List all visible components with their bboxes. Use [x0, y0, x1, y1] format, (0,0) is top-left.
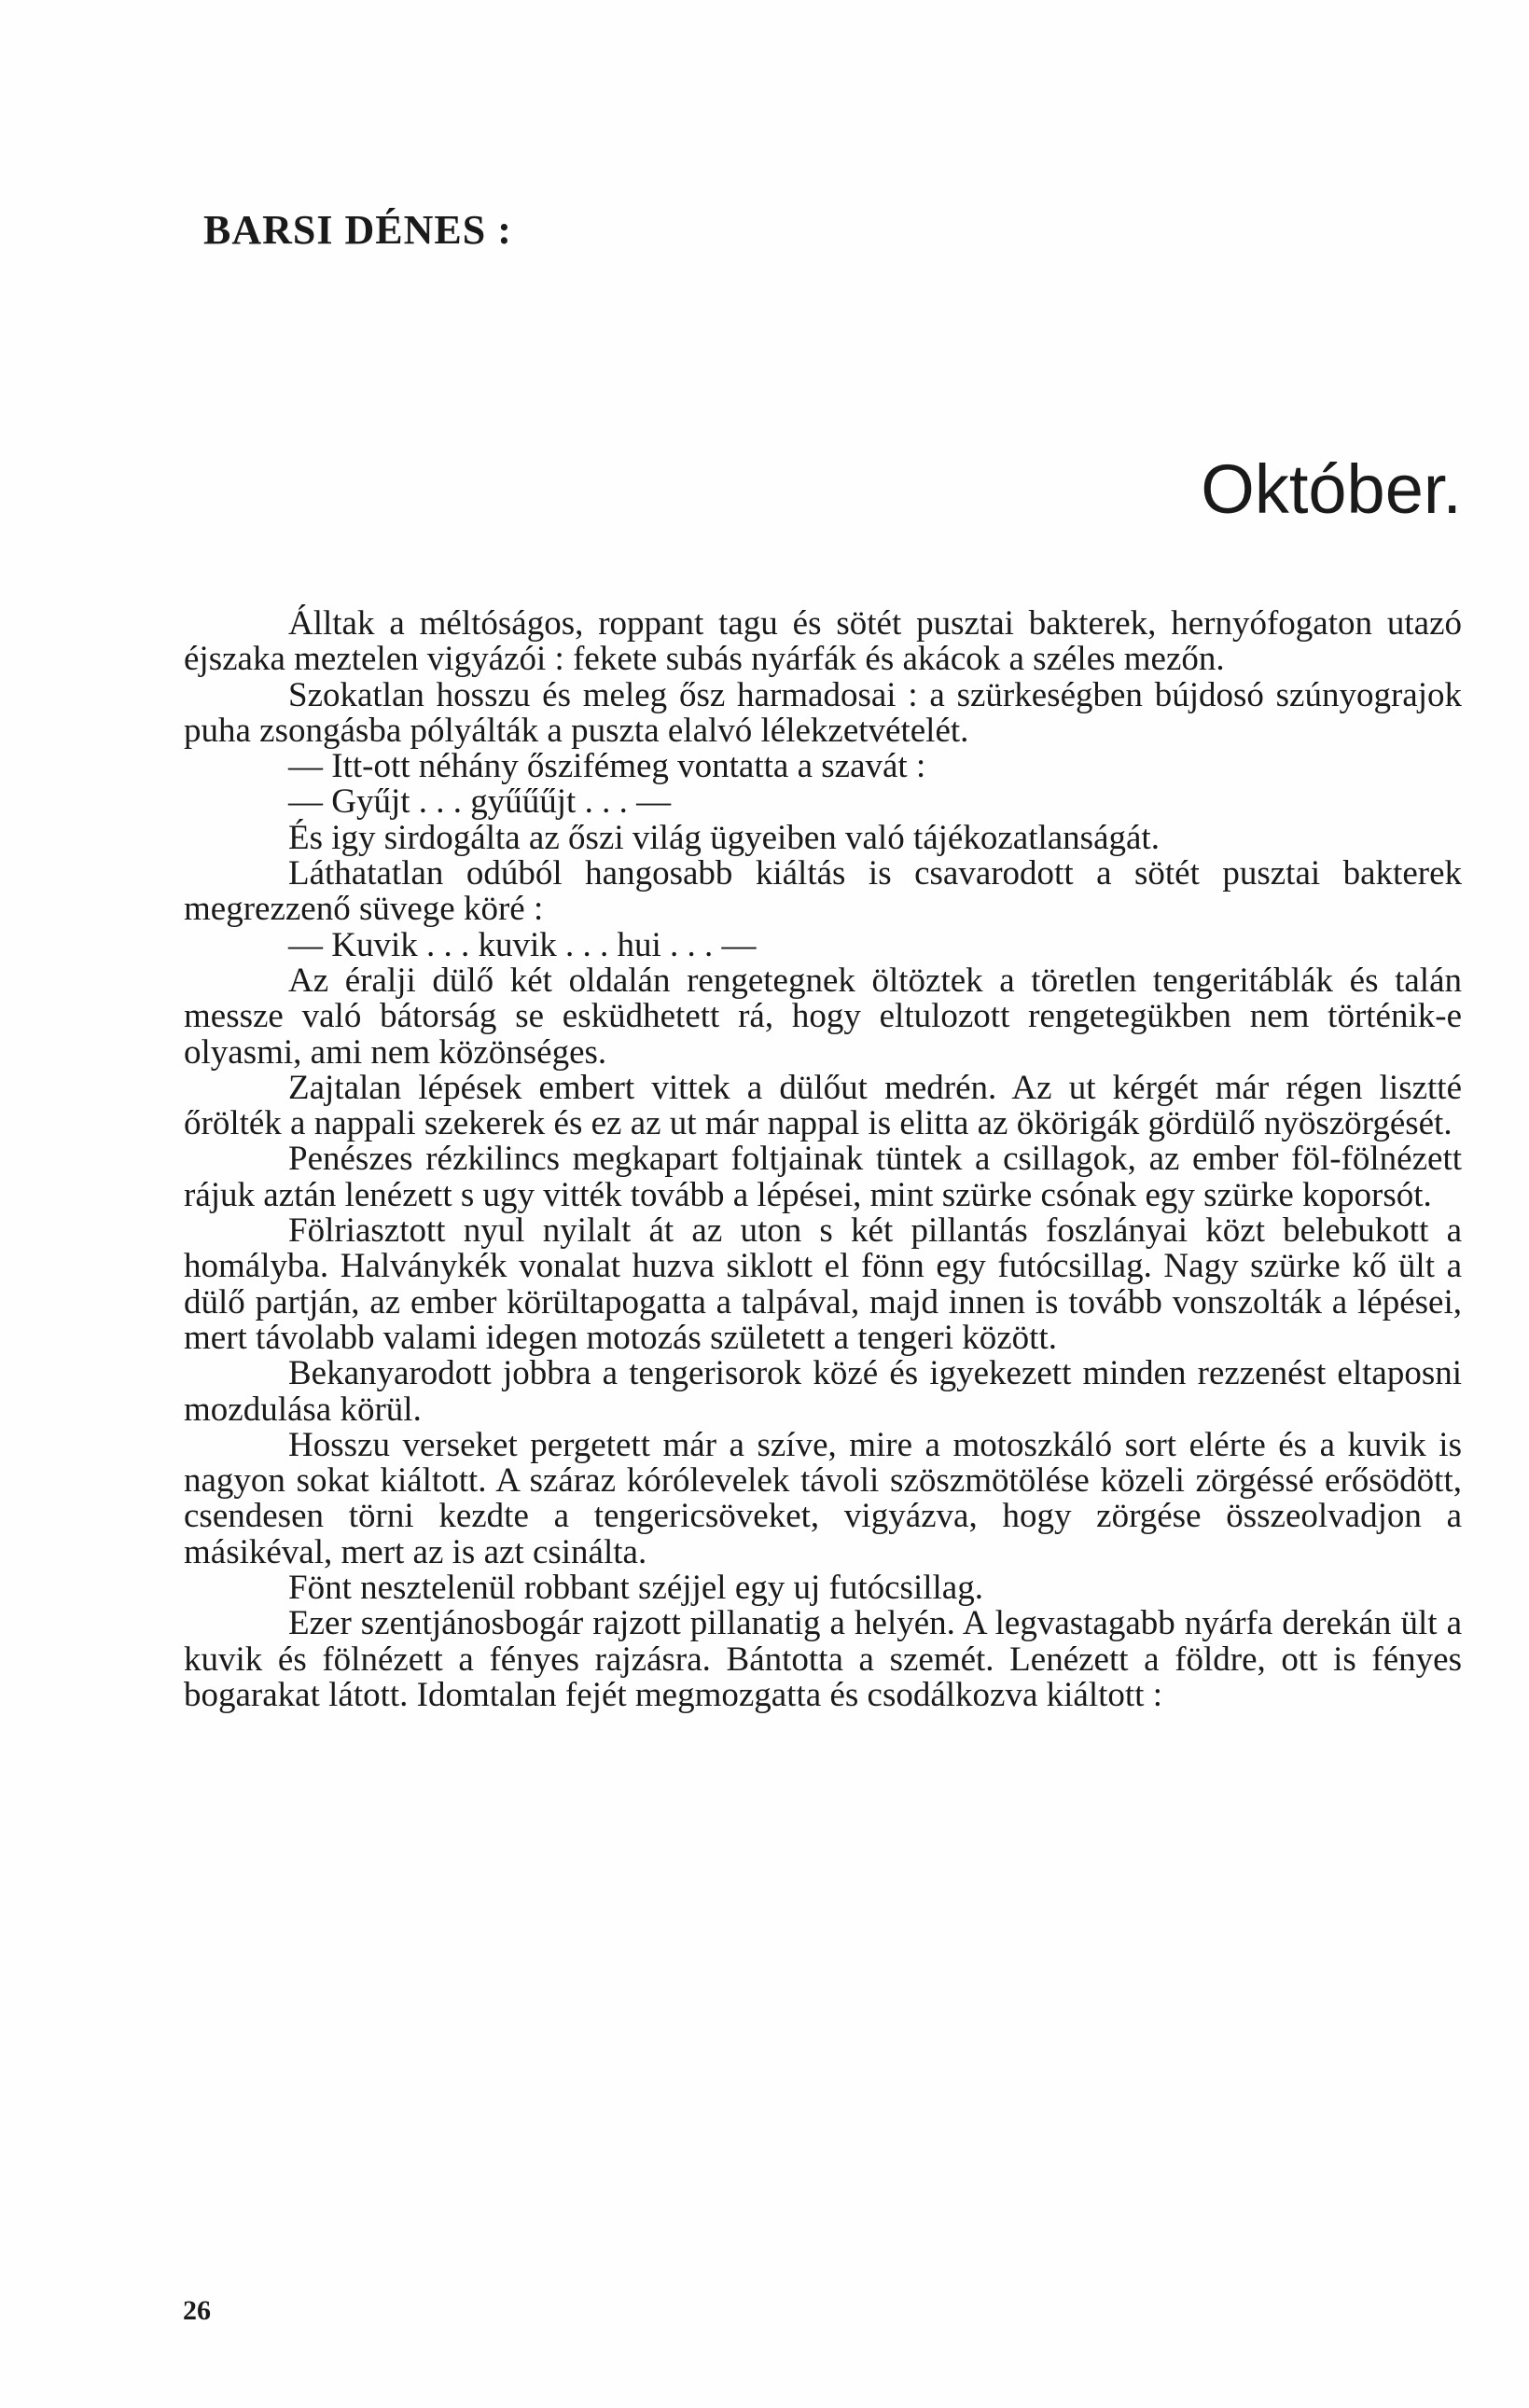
paragraph: Fölriasztott nyul nyilalt át az uton s két pillantás foszlányai közt belebukott a homályba. Halványkék vonalat huzva siklott el fönn egy futócsillag. Nagy szürke kő ült a dülő partján, az ember körültapogatta a talpával, majd innen is tovább vonszolták a lépései, mert távolabb valami idegen motozás született a tengeri között.	[184, 1211, 1462, 1357]
paragraph: Hosszu verseket pergetett már a szíve, mire a motoszkáló sort elérte és a kuvik is nagyon sokat kiáltott. A száraz kórólevelek távoli szöszmötölése közeli zörgéssé erősödött, csendesen törni kezdte a tengericsöveket, vigyázva, hogy zörgése összeolvadjon a másikéval, mert az is azt csinálta.	[184, 1425, 1462, 1571]
body-text	[184, 606, 1462, 1713]
paragraph: Bekanyarodott jobbra a tengerisorok közé és igyekezett minden rezzenést eltaposni mozdulása körül.	[184, 1354, 1462, 1429]
dialogue-line: — Gyűjt . . . gyűűűjt . . . —	[288, 782, 672, 822]
page-number: 26	[183, 2295, 211, 2326]
paragraph: Álltak a méltóságos, roppant tagu és sötét pusztai bakterek, hernyófogaton utazó éjszaka meztelen vigyázói : fekete subás nyárfák és akácok a széles mezőn.	[184, 604, 1462, 679]
paragraph: Szokatlan hosszu és meleg ősz harmadosai : a szürkeségben bújdosó szúnyograjok puha zsongásba pólyálták a puszta elalvó lélekzetvételét.	[184, 675, 1462, 750]
paragraph: Penészes rézkilincs megkapart foltjainak tüntek a csillagok, az ember föl-fölnézett rájuk aztán lenézett s ugy vitték tovább a lépései, mint szürke csónak egy szürke koporsót.	[184, 1140, 1462, 1214]
paragraph: Láthatatlan odúból hangosabb kiáltás is csavarodott a sötét pusztai bakterek megrezzenő süvege köré :	[184, 854, 1462, 929]
paragraph: Fönt nesztelenül robbant széjjel egy uj futócsillag.	[288, 1569, 983, 1608]
author-heading: BARSI DÉNES :	[203, 207, 512, 253]
paragraph: És igy sirdogálta az őszi világ ügyeiben való tájékozatlanságát.	[288, 818, 1160, 857]
paragraph: Az éralji dülő két oldalán rengetegnek öltöztek a töretlen tengeritáblák és talán messze való bátorság se esküdhetett rá, hogy eltulozott rengetegükben nem történik-e olyasmi, ami nem közönséges.	[184, 961, 1462, 1072]
chapter-title: Október.	[1201, 450, 1462, 528]
dialogue-line: — Itt-ott néhány őszifémeg vontatta a szavát :	[288, 747, 926, 786]
dialogue-line: — Kuvik . . . kuvik . . . hui . . . —	[288, 925, 757, 964]
paragraph: Zajtalan lépések embert vittek a dülőut medrén. Az ut kérgét már régen lisztté őrölték a nappali szekerek és ez az ut már nappal is elitta az ökörigák gördülő nyöszörgését.	[184, 1068, 1462, 1143]
paragraph: Ezer szentjánosbogár rajzott pillanatig a helyén. A legvastagabb nyárfa derekán ült a kuvik és fölnézett a fényes rajzásra. Bántotta a szemét. Lenézett a földre, ott is fényes bogarakat látott. Idomtalan fejét megmozgatta és csodálkozva kiáltott :	[184, 1604, 1462, 1714]
